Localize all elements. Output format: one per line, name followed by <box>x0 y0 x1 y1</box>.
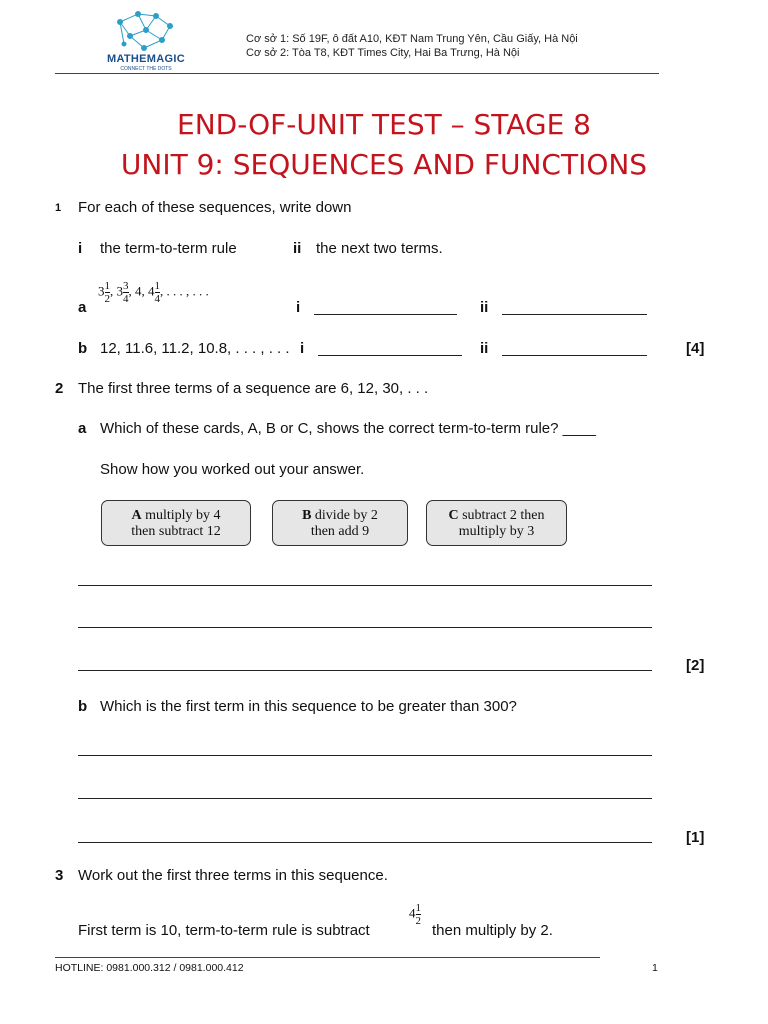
logo-tagline: CONNECT THE DOTS <box>120 66 172 72</box>
q2-text: The first three terms of a sequence are 6, 12, 30, . . . <box>78 380 429 397</box>
page-number: 1 <box>652 962 658 974</box>
q3-text: Work out the first three terms in this sequence. <box>78 867 388 884</box>
q2a-marks: [2] <box>686 657 705 674</box>
q3-rule-text-end: then multiply by 2. <box>432 922 553 939</box>
q2b-marks: [1] <box>686 829 705 846</box>
header-divider <box>55 73 659 74</box>
q3-number: 3 <box>55 867 64 884</box>
card-c: C subtract 2 then multiply by 3 <box>426 500 567 546</box>
q3-rule-text: First term is 10, term-to-term rule is subtract <box>78 922 370 939</box>
q2b-working-line-2[interactable] <box>78 798 652 799</box>
card-b: B divide by 2 then add 9 <box>272 500 408 546</box>
q1-ii-label: ii <box>293 240 302 257</box>
q1-number: 1 <box>55 202 62 214</box>
q2b-text: Which is the first term in this sequence to be greater than 300? <box>100 698 517 715</box>
q1-i-text: the term-to-term rule <box>100 240 237 257</box>
q2a-working-line-3[interactable] <box>78 670 652 671</box>
q1a-label: a <box>78 299 87 316</box>
q2a-text: Which of these cards, A, B or C, shows the correct term-to-term rule? ____ <box>100 420 597 437</box>
q1a-i-label: i <box>296 299 301 316</box>
q1b-i-answer-line[interactable] <box>318 355 462 356</box>
network-globe-icon <box>100 8 192 54</box>
q1a-ii-answer-line[interactable] <box>502 314 647 315</box>
q1-text: For each of these sequences, write down <box>78 199 352 216</box>
card-a: A multiply by 4 then subtract 12 <box>101 500 251 546</box>
q1a-ii-label: ii <box>480 299 489 316</box>
q2a-label: a <box>78 420 87 437</box>
q2b-working-line-3[interactable] <box>78 842 652 843</box>
q1-i-label: i <box>78 240 83 257</box>
mathemagic-logo <box>100 8 192 72</box>
q1b-label: b <box>78 340 88 357</box>
logo-wordmark: MATHEMAGIC <box>107 53 185 65</box>
q1b-ii-label: ii <box>480 340 489 357</box>
q1a-i-answer-line[interactable] <box>314 314 457 315</box>
address-line-1: Cơ sở 1: Số 19F, ô đất A10, KĐT Nam Trung Yên, Cầu Giấy, Hà Nội <box>246 33 578 45</box>
q2a-show-work: Show how you worked out your answer. <box>100 461 365 478</box>
q1a-sequence: 3 $\frac{1}{2}$ , 3 $\frac{3}{4}$ , 4, 4 $\frac{1}{4}$ , . . . , . . . <box>98 280 209 305</box>
q1b-sequence: 12, 11.6, 11.2, 10.8, . . . , . . . <box>100 340 290 357</box>
q3-fraction: 4 $\frac{1}{2}$ <box>409 902 421 927</box>
footer-divider <box>55 957 600 958</box>
address-line-2: Cơ sở 2: Tòa T8, KĐT Times City, Hai Ba Trưng, Hà Nội <box>246 47 520 59</box>
q1b-i-label: i <box>300 340 305 357</box>
q1-ii-text: the next two terms. <box>316 240 443 257</box>
page-subtitle: UNIT 9: SEQUENCES AND FUNCTIONS <box>120 148 648 181</box>
q2a-working-line-2[interactable] <box>78 627 652 628</box>
page-title: END-OF-UNIT TEST – STAGE 8 <box>177 108 591 141</box>
q2-number: 2 <box>55 380 64 397</box>
q1b-ii-answer-line[interactable] <box>502 355 647 356</box>
q2b-working-line-1[interactable] <box>78 755 652 756</box>
q2a-working-line-1[interactable] <box>78 585 652 586</box>
footer-hotline: HOTLINE: 0981.000.312 / 0981.000.412 <box>55 962 244 974</box>
q1-marks: [4] <box>686 340 705 357</box>
q2b-label: b <box>78 698 88 715</box>
